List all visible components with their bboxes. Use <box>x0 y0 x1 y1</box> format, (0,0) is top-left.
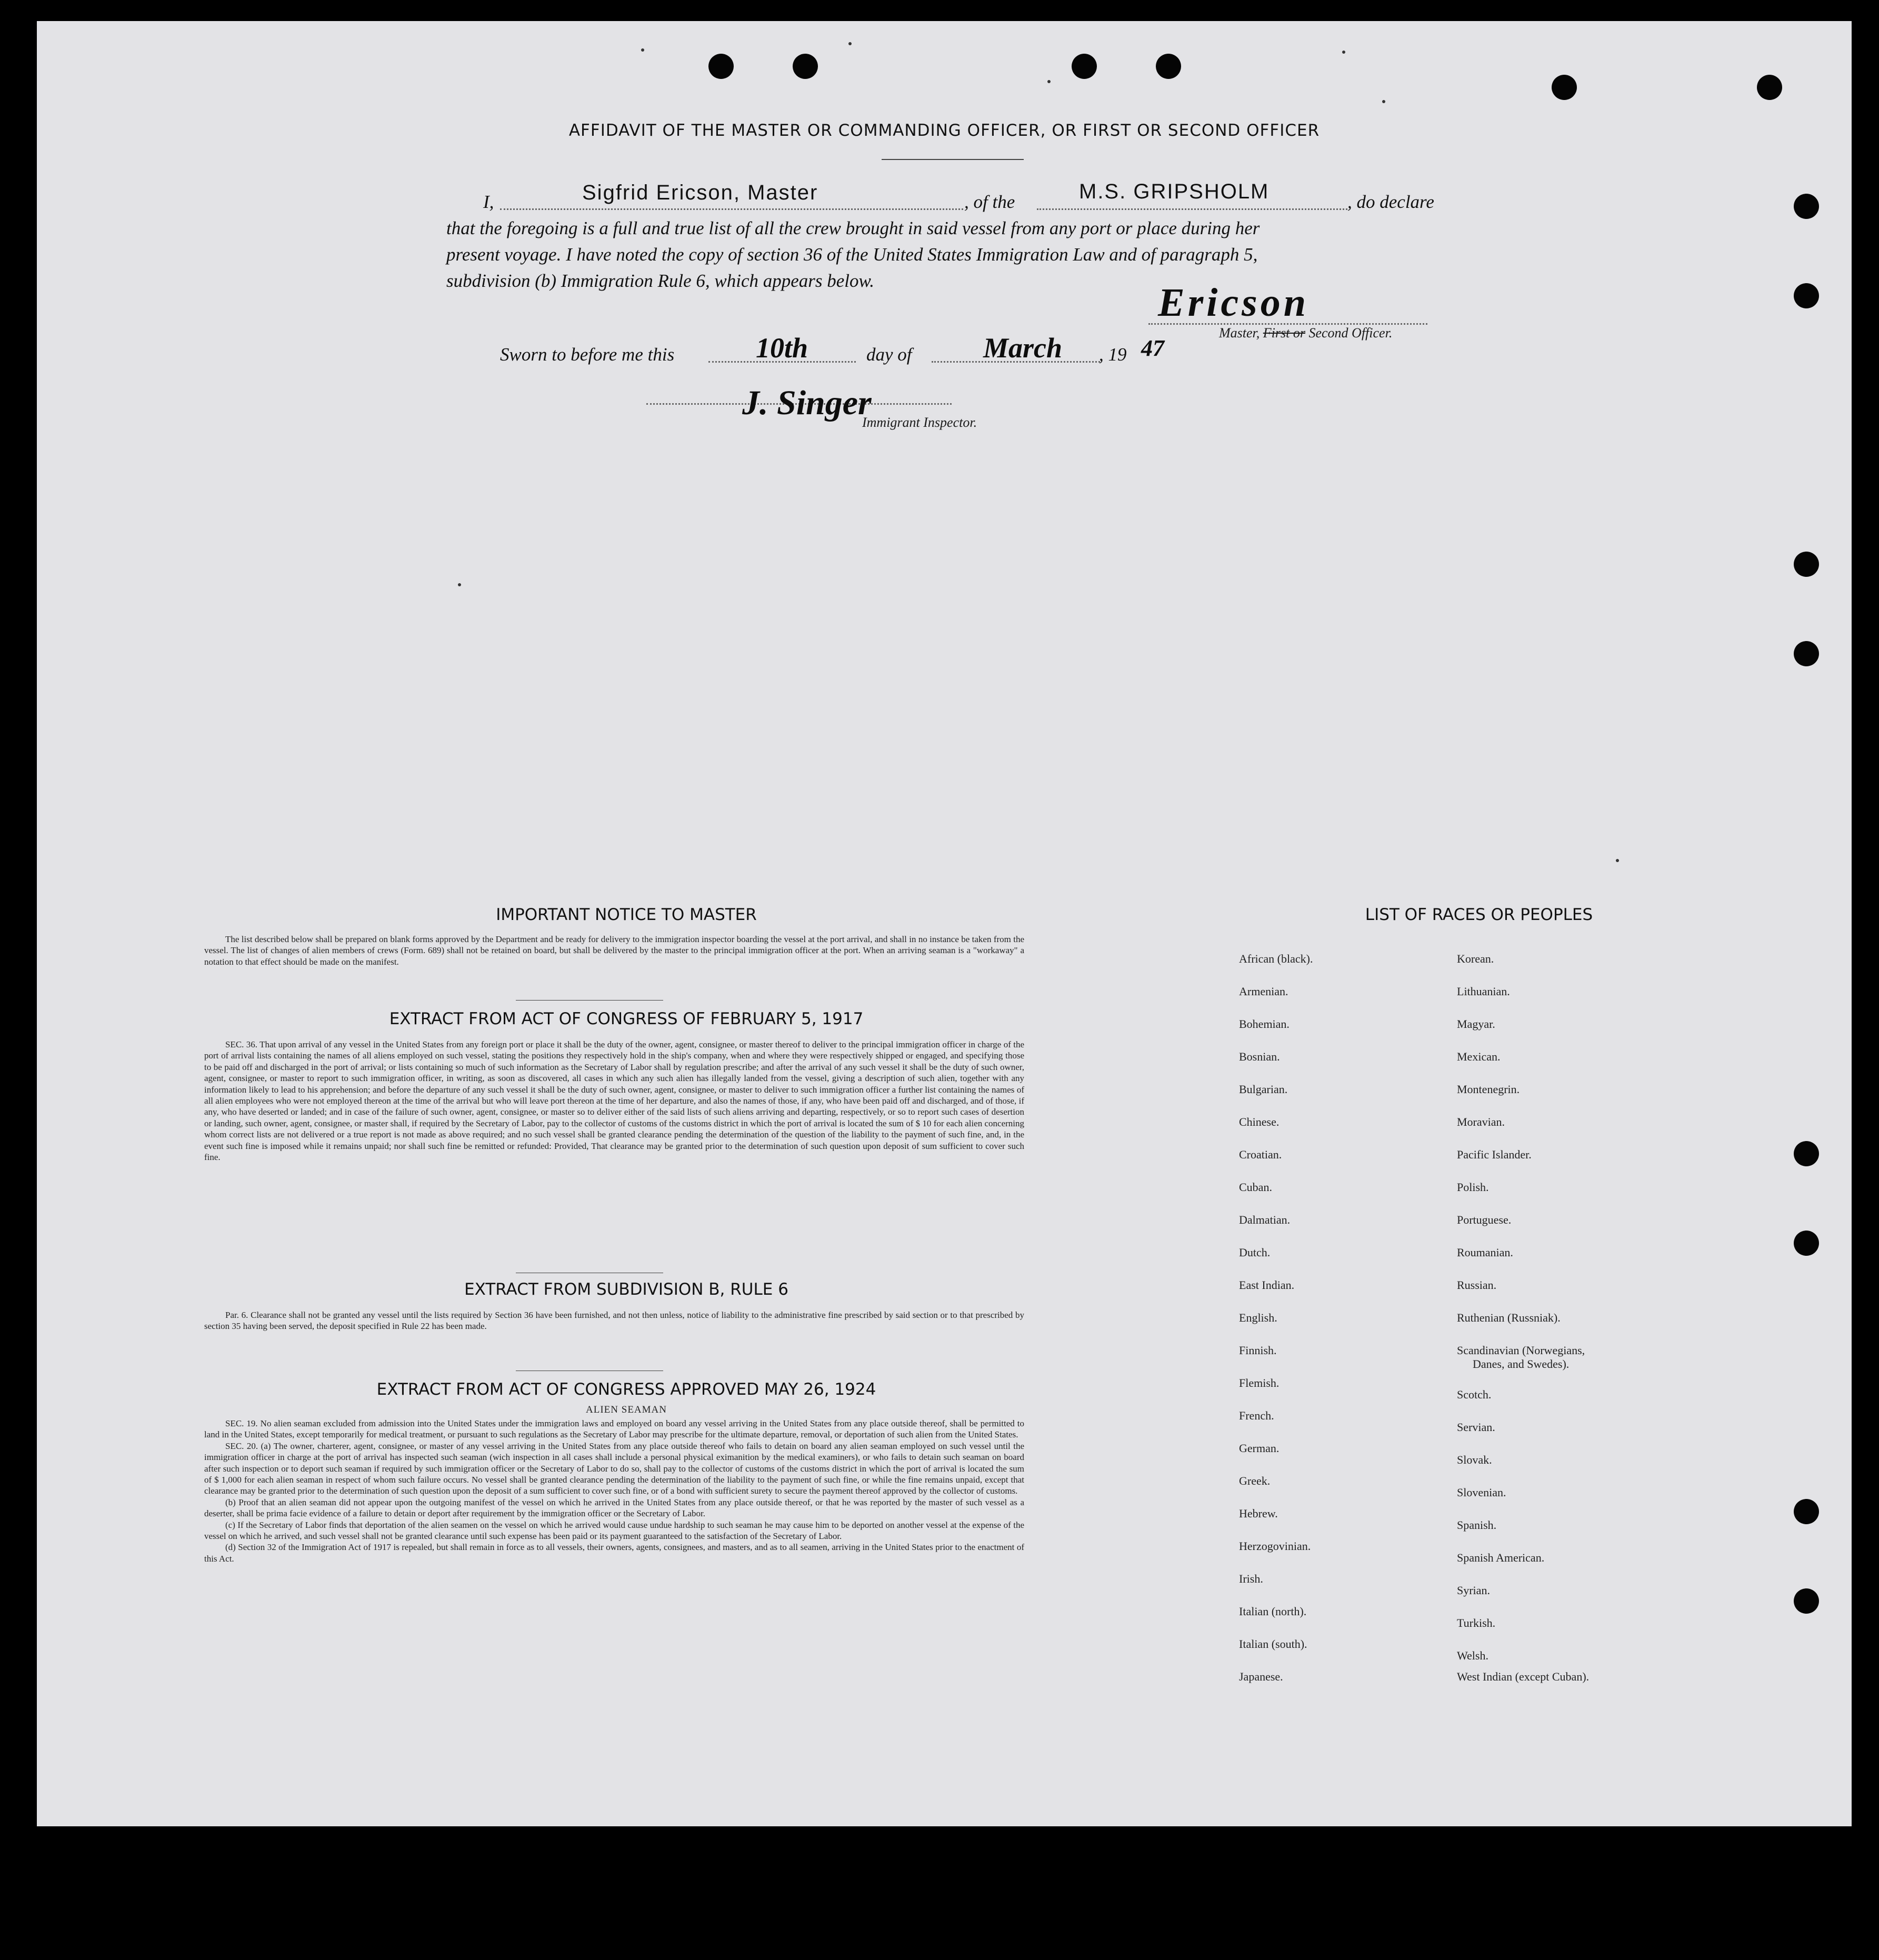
punch-hole <box>1156 54 1181 79</box>
notice-paragraph: The list described below shall be prepared on blank forms approved by the Department and be ready for delivery to the immigration inspector boarding the vessel at the port arrival, and shall in no instance be taken from the vessel. The list of changes of alien members of crews (Form. 689) shall not be retained on board, but shall be delivered by the master to the principal immigration officer at the port. When an arriving seaman is a "workaway" a notation to that effect should be made on the manifest. <box>204 934 1024 967</box>
race-item: Ruthenian (Russniak). <box>1457 1311 1561 1324</box>
extract-1917-title: EXTRACT FROM ACT OF CONGRESS OF FEBRUARY 5, 1917 <box>389 1009 864 1028</box>
sworn-prefix: Sworn to before me this <box>500 344 675 365</box>
master-name: Sigfrid Ericson, Master <box>582 181 818 204</box>
punch-hole <box>1794 194 1819 219</box>
scan-speck <box>458 583 461 586</box>
extract-1924-subtitle: ALIEN SEAMAN <box>586 1404 667 1415</box>
race-item: Slovenian. <box>1457 1486 1506 1499</box>
race-item: Cuban. <box>1239 1181 1272 1194</box>
extract-rule6-paragraph: Par. 6. Clearance shall not be granted any vessel until the lists required by Section 36 have been furnished, and not then unless, notice of liability to the administrative fine prescribed by said section or to that prescribed by section 35 having been served, the deposit specified in Rule 22 has been made. <box>204 1310 1024 1332</box>
race-item: Magyar. <box>1457 1017 1495 1031</box>
race-item: Portuguese. <box>1457 1213 1512 1226</box>
extract-rule6-title: EXTRACT FROM SUBDIVISION B, RULE 6 <box>464 1280 788 1299</box>
race-item: Chinese. <box>1239 1115 1280 1128</box>
race-item: Irish. <box>1239 1572 1263 1585</box>
race-item: Slovak. <box>1457 1453 1492 1466</box>
race-item: Armenian. <box>1239 985 1288 998</box>
sworn-year-prefix: , 19 <box>1099 344 1127 365</box>
scan-speck <box>1382 100 1385 103</box>
race-item: Polish. <box>1457 1181 1489 1194</box>
master-signature: Ericson <box>1158 281 1309 325</box>
punch-hole <box>1794 1588 1819 1614</box>
race-item: Scotch. <box>1457 1388 1492 1401</box>
punch-hole <box>1794 283 1819 308</box>
scan-speck <box>1047 80 1051 83</box>
extract-1924-p3: (b) Proof that an alien seaman did not appear upon the outgoing manifest of the vessel on which he arrived in the United States from any place outside thereof, or that he was reported by the master of such vessel as a deserter, shall be prima facie evidence of a failure to detain or deport after requirement by the immigration officer or the Secretary of Labor. <box>204 1497 1024 1519</box>
race-item: English. <box>1239 1311 1277 1324</box>
race-item: Hebrew. <box>1239 1507 1278 1520</box>
race-item: German. <box>1239 1442 1280 1455</box>
punch-hole <box>793 54 818 79</box>
race-item: Flemish. <box>1239 1376 1280 1389</box>
race-item: Spanish. <box>1457 1518 1497 1532</box>
race-item: Moravian. <box>1457 1115 1505 1128</box>
race-item: Dutch. <box>1239 1246 1271 1259</box>
inspector-caption: Immigrant Inspector. <box>862 415 977 430</box>
affidavit-line2: that the foregoing is a full and true list of all the crew brought in said vessel from any port or place during her <box>446 218 1260 238</box>
punch-hole <box>1552 75 1577 100</box>
signature-caption-b: Second Officer. <box>1308 325 1393 341</box>
race-item: Bulgarian. <box>1239 1083 1288 1096</box>
punch-hole <box>1072 54 1097 79</box>
punch-hole <box>1794 1499 1819 1524</box>
document-sheet <box>37 21 1852 1826</box>
race-item: Italian (north). <box>1239 1605 1307 1618</box>
race-item: Servian. <box>1457 1421 1495 1434</box>
race-item: Russian. <box>1457 1278 1497 1292</box>
sworn-day-label: day of <box>866 344 912 365</box>
title-divider <box>882 159 1024 160</box>
races-title: LIST OF RACES OR PEOPLES <box>1365 905 1593 924</box>
race-item: Japanese. <box>1239 1670 1283 1683</box>
punch-hole <box>1794 552 1819 577</box>
race-item: Bosnian. <box>1239 1050 1280 1063</box>
race-item: French. <box>1239 1409 1274 1422</box>
race-item: Montenegrin. <box>1457 1083 1520 1096</box>
race-item: Syrian. <box>1457 1584 1490 1597</box>
race-item: West Indian (except Cuban). <box>1457 1670 1590 1683</box>
punch-hole <box>1794 1231 1819 1256</box>
extract-1924-title: EXTRACT FROM ACT OF CONGRESS APPROVED MAY 26, 1924 <box>376 1380 876 1399</box>
extract-1924-p5: (d) Section 32 of the Immigration Act of 1917 is repealed, but shall remain in force as to all vessels, their owners, agents, consignees, and masters, and as to all seamen, arriving in the United States prior to the enactment of this Act. <box>204 1542 1024 1564</box>
race-item: Italian (south). <box>1239 1637 1307 1651</box>
signature-caption <box>1219 325 1392 341</box>
extract-1917-paragraph: SEC. 36. That upon arrival of any vessel in the United States from any foreign port or place it shall be the duty of the owner, agent, consignee, or master thereof to deliver to the principal immigration officer in charge of the port of arrival lists containing the names of all aliens employed on such vessel, stating the positions they respectively hold in the ship's company, when and where they were respectively shipped or engaged, and specifying those to be paid off and discharged in the port of arrival; or lists containing so much of such information as the Secretary of Labor shall by regulation prescribe; and after the arrival of any such vessel it shall be the duty of such owner, agent, consignee, or master to report to such immigration officer, in writing, as soon as discovered, all cases in which any such alien has illegally landed from the vessel, giving a description of such alien, together with any information likely to lead to his apprehension; and before the departure of any such vessel it shall be the duty of such owner, agent, consignee, or master to deliver to such immigration officer a further list containing the names of all alien employees who were not employed thereon at the time of the arrival but who will leave port thereon at the time of her departure, and also the names of those, if any, who have been paid off and discharged, and of those, if any, who have deserted or landed; and in case of the failure of such owner, agent, consignee, or master so to deliver either of the said lists of such aliens arriving and departing, respectively, or so to report such cases of desertion or landing, such owner, agent, consignee, or master shall, if required by the Secretary of Labor, pay to the collector of customs of the customs district in which the port of arrival is located the sum of $ 10 for each alien concerning whom correct lists are not delivered or a true report is not made as above required; and no such vessel shall be granted clearance pending the determination of the question of the liability to the payment of such fine, and, in the event such fine is imposed while it remains unpaid; nor shall such fine be remitted or refunded: Provided, That clearance may be granted prior to the determination of such question upon deposit of sum sufficient to cover such fine. <box>204 1039 1024 1163</box>
affidavit-line1-prefix: I, <box>483 192 494 212</box>
punch-hole <box>1794 641 1819 666</box>
scan-speck <box>641 48 644 52</box>
extract-1924-text <box>204 1418 1024 1564</box>
extract-rule6-text <box>204 1309 1024 1332</box>
affidavit-line1-suffix: , do declare <box>1347 192 1434 212</box>
punch-hole <box>708 54 734 79</box>
scan-speck <box>1342 51 1345 54</box>
extract-1917-text <box>204 1039 1024 1163</box>
extract-1924-p2: SEC. 20. (a) The owner, charterer, agent, consignee, or master of any vessel arriving in the United States from any place outside thereof who fails to detain on board any alien seaman employed on such vessel until the immigration officer in charge at the port of arrival has inspected such seaman (wich inspection in all cases shall include a personal physical eximanition by the medical examiners), or who fails to detain such seaman on board after such inspection or to deport such seaman if required by such immigration officer or the Secretary of Labor to do so, shall pay to the collector of customs of the customs district in which the port of arrival is located the sum of $ 1,000 for each alien seaman in respect of whom such failure occurs. No vessel shall be granted clearance pending the determination of the liability to the payment of such fine, or while the fine remains unpaid, except that clearance may be granted prior to the determination of such question upon the deposit of a sum sufficient to cover such fine, or of a bond with sufficient surety to secure the payment thereof approved by the collector of customs. <box>204 1441 1024 1496</box>
master-name-line <box>500 208 963 210</box>
race-item: Dalmatian. <box>1239 1213 1291 1226</box>
race-item: Roumanian. <box>1457 1246 1513 1259</box>
inspector-signature: J. Singer <box>742 384 872 422</box>
signature-caption-struck: First or <box>1263 325 1305 341</box>
race-item: Greek. <box>1239 1474 1271 1487</box>
race-item: Lithuanian. <box>1457 985 1510 998</box>
signature-caption-a: Master, <box>1219 325 1260 341</box>
race-item: Scandinavian (Norwegians, <box>1457 1344 1585 1357</box>
race-item: Mexican. <box>1457 1050 1501 1063</box>
race-item: Croatian. <box>1239 1148 1282 1161</box>
notice-divider <box>516 1000 663 1001</box>
race-item: Korean. <box>1457 952 1494 965</box>
sworn-year: 47 <box>1141 335 1164 361</box>
scan-speck <box>848 42 852 45</box>
affidavit-line4: subdivision (b) Immigration Rule 6, which appears below. <box>446 271 875 291</box>
notice-text <box>204 934 1024 967</box>
race-item: Danes, and Swedes). <box>1473 1357 1570 1371</box>
race-item: Spanish American. <box>1457 1551 1545 1564</box>
sworn-day: 10th <box>756 332 808 364</box>
affidavit-line1-mid: , of the <box>964 192 1015 212</box>
race-item: African (black). <box>1239 952 1313 965</box>
race-item: Pacific Islander. <box>1457 1148 1532 1161</box>
race-item: Welsh. <box>1457 1649 1488 1662</box>
punch-hole <box>1794 1141 1819 1166</box>
scan-speck <box>1616 859 1619 862</box>
notice-title: IMPORTANT NOTICE TO MASTER <box>496 905 757 924</box>
punch-hole <box>1757 75 1782 100</box>
vessel-name-line <box>1037 208 1347 210</box>
race-item: Herzogovinian. <box>1239 1539 1311 1553</box>
extract-1924-p1: SEC. 19. No alien seaman excluded from admission into the United States under the immigration laws and employed on board any vessel arriving in the United States from any place outside thereof, shall be permitted to land in the United States, except temporarily for medical treatment, or pursuant to such regulations as the Secretary of Labor may prescribe for the ultimate departure, removal, or deportation of such alien from the United States. <box>204 1418 1024 1440</box>
affidavit-line3: present voyage. I have noted the copy of section 36 of the United States Immigration Law and of paragraph 5, <box>446 244 1258 265</box>
extract-1924-p4: (c) If the Secretary of Labor finds that deportation of the alien seamen on the vessel on which he arrived would cause undue hardship to such seaman he may cause him to be deported on another vessel at the expense of the vessel on which he arrived, and such vessel shall not be granted clearance until such expense has been paid or its payment guaranteed to the satisfaction of the Secretary of Labor. <box>204 1519 1024 1542</box>
sworn-month: March <box>983 332 1063 364</box>
vessel-name: M.S. GRIPSHOLM <box>1079 180 1270 203</box>
race-item: Turkish. <box>1457 1616 1496 1629</box>
affidavit-title: AFFIDAVIT OF THE MASTER OR COMMANDING OFFICER, OR FIRST OR SECOND OFFICER <box>568 121 1320 140</box>
race-item: East Indian. <box>1239 1278 1295 1292</box>
race-item: Finnish. <box>1239 1344 1277 1357</box>
race-item: Bohemian. <box>1239 1017 1290 1031</box>
